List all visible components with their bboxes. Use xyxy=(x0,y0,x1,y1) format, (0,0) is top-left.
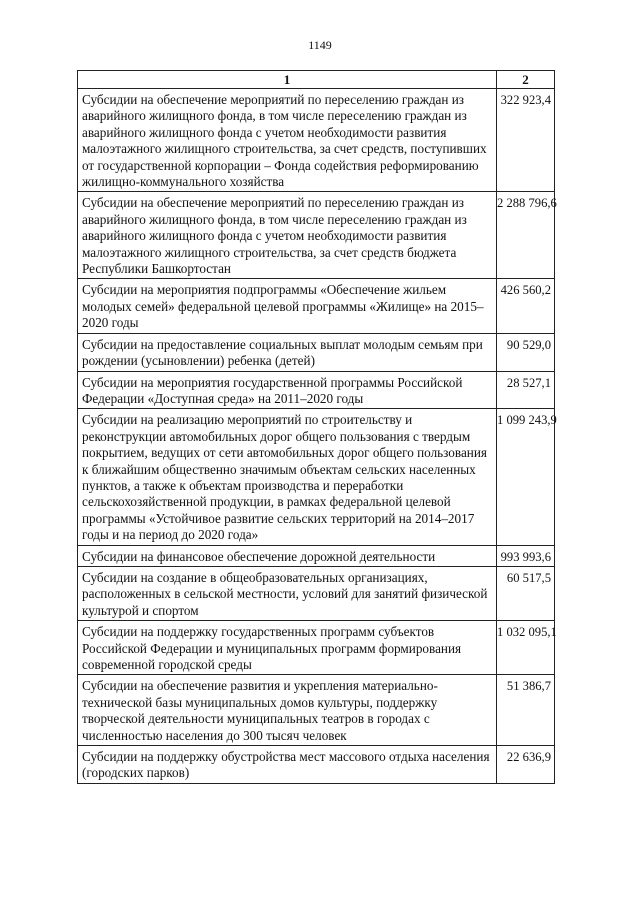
row-description: Субсидии на предоставление социальных выплат молодым семьям при рождении (усыновлении) ребенка (детей) xyxy=(78,333,497,371)
column-header-2: 2 xyxy=(497,71,555,89)
row-amount: 993 993,6 xyxy=(497,545,555,566)
row-description: Субсидии на обеспечение мероприятий по переселению граждан из аварийного жилищного фонда, в том числе переселению граждан из аварийного жилищного фонда с учетом необходимости развития малоэтажного жилищного строительства, за счет средств, поступивших от государственной корпорации – Фонда содействия реформированию жилищно-коммунального хозяйства xyxy=(78,89,497,192)
table-row xyxy=(78,566,555,620)
row-amount: 60 517,5 xyxy=(497,566,555,620)
row-amount: 90 529,0 xyxy=(497,333,555,371)
row-description: Субсидии на мероприятия подпрограммы «Обеспечение жильем молодых семей» федеральной целевой программы «Жилище» на 2015–2020 годы xyxy=(78,279,497,333)
row-amount: 22 636,9 xyxy=(497,746,555,784)
row-amount: 2 288 796,6 xyxy=(497,192,555,279)
row-description: Субсидии на поддержку государственных программ субъектов Российской Федерации и муниципальных программ формирования современной городской среды xyxy=(78,621,497,675)
table-row xyxy=(78,746,555,784)
table-row xyxy=(78,545,555,566)
budget-table xyxy=(77,70,555,784)
row-description: Субсидии на обеспечение мероприятий по переселению граждан из аварийного жилищного фонда, в том числе переселению граждан из аварийного жилищного фонда с учетом необходимости развития малоэтажного жилищного строительства, за счет средств бюджета Республики Башкортостан xyxy=(78,192,497,279)
row-amount: 322 923,4 xyxy=(497,89,555,192)
row-description: Субсидии на создание в общеобразовательных организациях, расположенных в сельской местности, условий для занятий физической культурой и спортом xyxy=(78,566,497,620)
row-description: Субсидии на финансовое обеспечение дорожной деятельности xyxy=(78,545,497,566)
row-amount: 1 099 243,9 xyxy=(497,409,555,545)
header-row xyxy=(78,71,555,89)
table-row xyxy=(78,192,555,279)
table-row xyxy=(78,675,555,746)
row-description: Субсидии на поддержку обустройства мест массового отдыха населения (городских парков) xyxy=(78,746,497,784)
row-amount: 28 527,1 xyxy=(497,371,555,409)
row-description: Субсидии на мероприятия государственной программы Российской Федерации «Доступная среда» на 2011–2020 годы xyxy=(78,371,497,409)
page-number: 1149 xyxy=(308,38,332,52)
table-row xyxy=(78,409,555,545)
row-description: Субсидии на обеспечение развития и укрепления материально-технической базы муниципальных домов культуры, поддержку творческой деятельности муниципальных театров в городах с численностью населения до 300 тысяч человек xyxy=(78,675,497,746)
column-header-1: 1 xyxy=(78,71,497,89)
table-row xyxy=(78,89,555,192)
table-row xyxy=(78,333,555,371)
row-amount: 1 032 095,1 xyxy=(497,621,555,675)
row-amount: 426 560,2 xyxy=(497,279,555,333)
row-amount: 51 386,7 xyxy=(497,675,555,746)
table-row xyxy=(78,621,555,675)
table-row xyxy=(78,371,555,409)
row-description: Субсидии на реализацию мероприятий по строительству и реконструкции автомобильных дорог общего пользования с твердым покрытием, ведущих от сети автомобильных дорог общего пользования к ближайшим общественно значимым объектам сельских населенных пунктов, а также к объектам производства и переработки сельскохозяйственной продукции, в рамках федеральной целевой программы «Устойчивое развитие сельских территорий на 2014–2017 годы и на период до 2020 года» xyxy=(78,409,497,545)
table-row xyxy=(78,279,555,333)
